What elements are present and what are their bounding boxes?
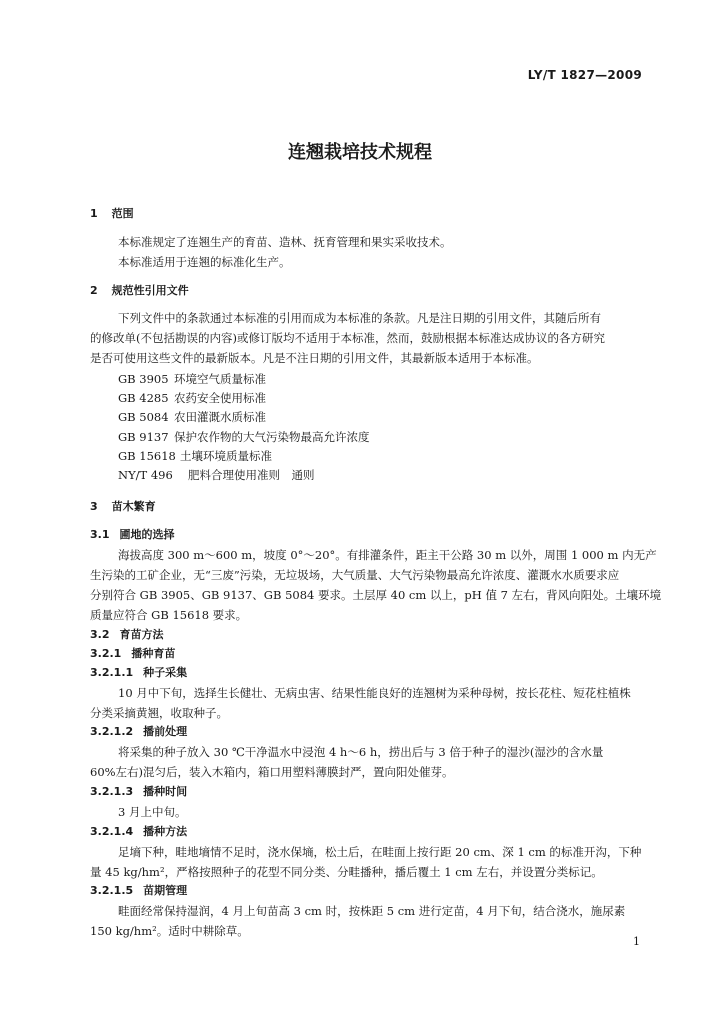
section-number: 3.2.1.4 <box>90 825 134 838</box>
reference-item <box>118 391 266 405</box>
paragraph: 本标准规定了连翘生产的育苗、造林、抚育管理和果实采收技术。 <box>118 235 452 249</box>
paragraph: 分类采摘黄翘，收取种子。 <box>90 706 228 720</box>
section-title: 圃地的选择 <box>119 528 175 541</box>
section-number: 3 <box>90 500 98 513</box>
paragraph: 是否可使用这些文件的最新版本。凡是不注日期的引用文件，其最新版本适用于本标准。 <box>90 351 539 365</box>
subsection-3-2-heading <box>90 628 164 642</box>
section-number: 1 <box>90 207 98 220</box>
reference-code: GB 5084 <box>118 410 169 424</box>
section-1-heading <box>90 207 134 221</box>
section-number: 3.2.1.1 <box>90 666 134 679</box>
paragraph: 足墒下种，畦地墒情不足时，浇水保墒，松土后，在畦面上按行距 20 cm、深 1 cm 的标准开沟，下种 <box>118 845 642 859</box>
paragraph: 生污染的工矿企业，无“三废”污染，无垃圾场，大气质量、大气污染物最高允许浓度、灌溉水水质要求应 <box>90 568 620 582</box>
subsection-3-2-1-1-heading <box>90 666 187 680</box>
section-title: 播前处理 <box>143 725 188 738</box>
reference-item <box>118 410 266 424</box>
paragraph: 3 月上中旬。 <box>118 805 187 819</box>
section-title: 苗期管理 <box>143 884 188 897</box>
reference-code: GB 15618 <box>118 449 176 463</box>
paragraph: 质量应符合 GB 15618 要求。 <box>90 608 248 622</box>
paragraph: 分别符合 GB 3905、GB 9137、GB 5084 要求。土层厚 40 cm 以上，pH 值 7 左右，背风向阳处。土壤环境 <box>90 588 662 602</box>
section-3-heading <box>90 500 156 514</box>
section-number: 3.2.1.2 <box>90 725 134 738</box>
section-title: 育苗方法 <box>119 628 164 641</box>
reference-name: 土壤环境质量标准 <box>180 449 272 463</box>
subsection-3-2-1-5-heading <box>90 884 187 898</box>
paragraph: 畦面经常保持湿润，4 月上旬苗高 3 cm 时，按株距 5 cm 进行定苗，4 月下旬，结合浇水，施尿素 <box>118 904 626 918</box>
reference-code: GB 9137 <box>118 430 169 444</box>
subsection-3-2-1-4-heading <box>90 825 187 839</box>
section-title: 播种方法 <box>143 825 188 838</box>
reference-name: 农田灌溉水质标准 <box>174 410 266 424</box>
section-title: 范围 <box>111 207 134 220</box>
reference-name: 保护农作物的大气污染物最高允许浓度 <box>174 430 370 444</box>
section-title: 苗木繁育 <box>111 500 156 513</box>
paragraph: 的修改单(不包括勘误的内容)或修订版均不适用于本标准，然而，鼓励根据本标准达成协议的各方研究 <box>90 331 605 345</box>
section-number: 3.2.1 <box>90 647 122 660</box>
section-title: 播种育苗 <box>131 647 176 660</box>
paragraph: 海拔高度 300 m～600 m，坡度 0°～20°。有排灌条件，距主干公路 30 m 以外，周围 1 000 m 内无产 <box>118 548 657 562</box>
reference-name: 农药安全使用标准 <box>174 391 266 405</box>
subsection-3-1-heading <box>90 528 175 542</box>
section-number: 3.2.1.3 <box>90 785 134 798</box>
reference-code: NY/T 496 <box>118 468 173 482</box>
standard-code: LY/T 1827—2009 <box>527 68 642 82</box>
section-number: 2 <box>90 284 98 297</box>
section-number: 3.1 <box>90 528 110 541</box>
reference-code: GB 3905 <box>118 372 169 386</box>
paragraph: 本标准适用于连翘的标准化生产。 <box>118 255 291 269</box>
reference-item <box>118 468 315 482</box>
subsection-3-2-1-heading <box>90 647 175 661</box>
section-2-heading <box>90 284 189 298</box>
subsection-3-2-1-3-heading <box>90 785 187 799</box>
reference-item <box>118 449 272 463</box>
subsection-3-2-1-2-heading <box>90 725 187 739</box>
paragraph: 下列文件中的条款通过本标准的引用而成为本标准的条款。凡是注日期的引用文件，其随后所有 <box>118 311 601 325</box>
reference-name: 环境空气质量标准 <box>174 372 266 386</box>
page-title: 连翘栽培技术规程 <box>288 142 432 163</box>
reference-item <box>118 430 370 444</box>
paragraph: 150 kg/hm²。适时中耕除草。 <box>90 924 249 938</box>
reference-code: GB 4285 <box>118 391 169 405</box>
section-title: 播种时间 <box>143 785 188 798</box>
paragraph: 将采集的种子放入 30 ℃干净温水中浸泡 4 h～6 h，捞出后与 3 倍于种子的湿沙(湿沙的含水量 <box>118 745 604 759</box>
section-title: 规范性引用文件 <box>111 284 189 297</box>
paragraph: 10 月中下旬，选择生长健壮、无病虫害、结果性能良好的连翘树为采种母树，按长花柱、短花柱植株 <box>118 686 631 700</box>
section-title: 种子采集 <box>143 666 188 679</box>
page-number: 1 <box>633 935 640 948</box>
reference-item <box>118 372 266 386</box>
section-number: 3.2.1.5 <box>90 884 134 897</box>
reference-name: 肥料合理使用准则 通则 <box>188 468 315 482</box>
paragraph: 60%左右)混匀后，装入木箱内，箱口用塑料薄膜封严，置向阳处催芽。 <box>90 765 454 779</box>
paragraph: 量 45 kg/hm²，严格按照种子的花型不同分类、分畦播种，播后覆土 1 cm 左右，并设置分类标记。 <box>90 865 603 879</box>
section-number: 3.2 <box>90 628 110 641</box>
